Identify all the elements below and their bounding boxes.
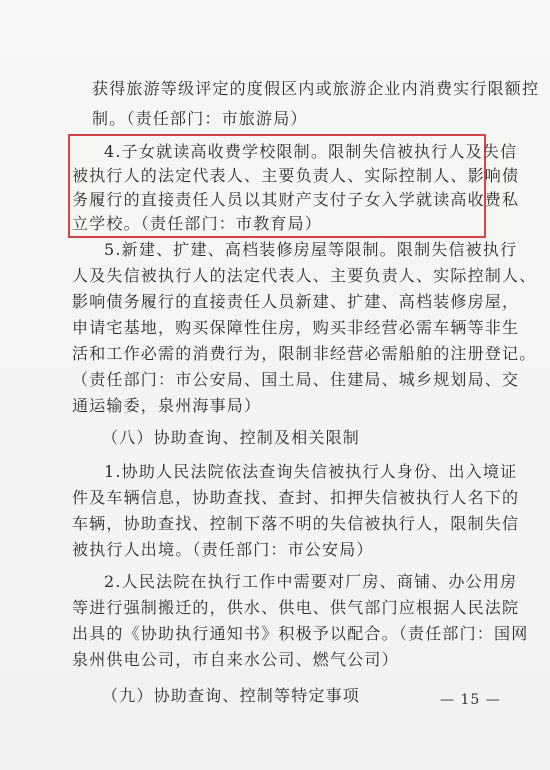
text-line: 制。（责任部门：市旅游局） — [92, 109, 308, 128]
text-line: 出具的《协助执行通知书》积极予以配合。（责任部门：国网 — [72, 624, 529, 643]
section-heading: （八）协助查询、控制及相关限制 — [102, 428, 361, 447]
text-line: 被执行人出境。（责任部门：市公安局） — [72, 540, 374, 559]
text-line: 获得旅游等级评定的度假区内或旅游企业内消费实行限额控 — [92, 79, 540, 98]
text-line: 人及失信被执行人的法定代表人、主要负责人、实际控制人、 — [72, 266, 537, 285]
text-line: （责任部门：市公安局、国土局、住建局、城乡规划局、交 — [72, 370, 520, 389]
text-line: 件及车辆信息，协助查找、查封、扣押失信被执行人名下的 — [72, 488, 520, 507]
text-line: 2.人民法院在执行工作中需要对厂房、商铺、办公用房 — [104, 572, 518, 591]
text-line: 车辆，协助查找、控制下落不明的失信被执行人，限制失信 — [72, 514, 520, 533]
text-line: 影响债务履行的直接责任人员新建、扩建、高档装修房屋， — [72, 292, 520, 311]
section-heading: （九）协助查询、控制等特定事项 — [102, 686, 361, 705]
page-number: — 15 — — [440, 692, 501, 708]
text-line: 活和工作必需的消费行为，限制非经营必需船舶的注册登记。 — [72, 344, 537, 363]
text-line: 通运输委，泉州海事局） — [72, 396, 262, 415]
text-line: 务履行的直接责任人员以其财产支付子女入学就读高收费私 — [72, 190, 520, 209]
text-line: 申请宅基地，购买保障性住房，购买非经营必需车辆等非生 — [72, 318, 520, 337]
text-line: 立学校。（责任部门：市教育局） — [72, 214, 323, 233]
text-line: 等进行强制搬迁的，供水、供电、供气部门应根据人民法院 — [72, 598, 520, 617]
text-line: 5.新建、扩建、高档装修房屋等限制。限制失信被执行 — [104, 240, 518, 259]
text-line: 1.协助人民法院依法查询失信被执行人身份、出入境证 — [104, 462, 518, 481]
text-line: 4.子女就读高收费学校限制。限制失信被执行人及失信 — [104, 142, 518, 161]
text-line: 被执行人的法定代表人、主要负责人、实际控制人、影响债 — [72, 166, 520, 185]
text-line: 泉州供电公司，市自来水公司、燃气公司） — [72, 650, 399, 669]
